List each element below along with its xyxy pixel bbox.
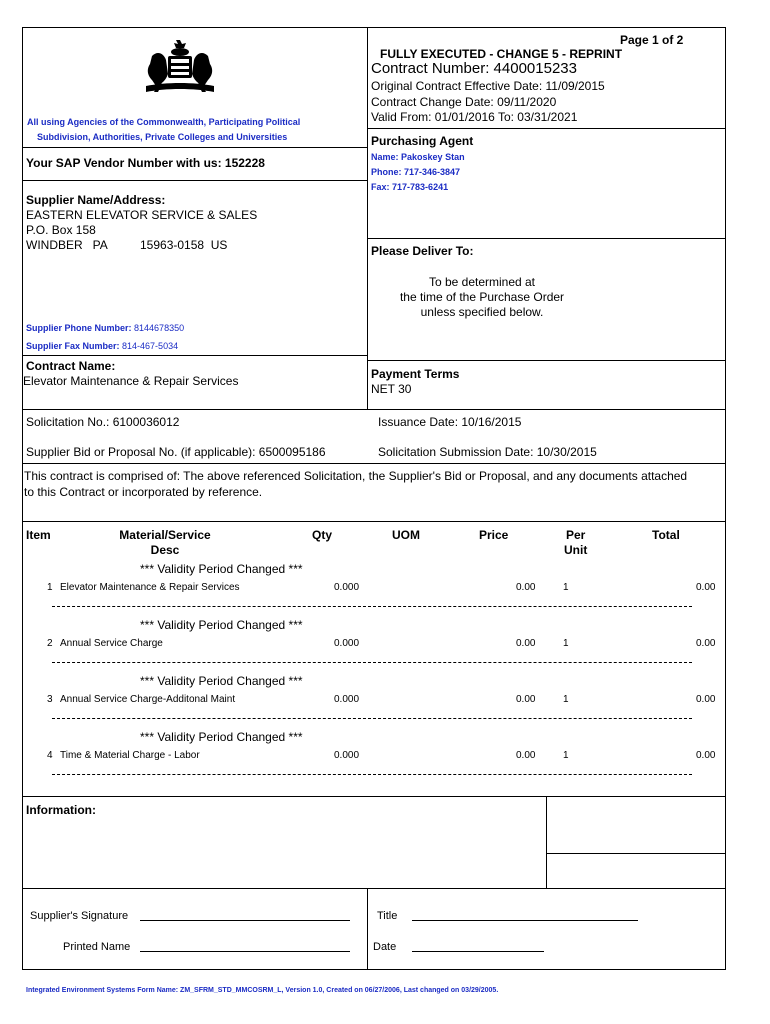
contract-name: Elevator Maintenance & Repair Services	[23, 374, 239, 388]
header-qty: Qty	[312, 528, 333, 542]
agent-name: Name: Pakoskey Stan	[371, 152, 465, 162]
supplier-zip: 15963-0158 US	[140, 238, 228, 252]
form-footer: Integrated Environment Systems Form Name: ZM_SFRM_STD_MMCOSRM_L, Version 1.0, Created on 06/27/2006, Last changed on 03/29/2005.	[26, 987, 499, 994]
row-total: 0.00	[696, 750, 716, 761]
page-number: Page 1 of 2	[620, 33, 684, 47]
supplier-name: EASTERN ELEVATOR SERVICE & SALES	[26, 208, 258, 222]
row-desc: Annual Service Charge-Additonal Maint	[60, 694, 236, 705]
agencies-line-1: All using Agencies of the Commonwealth, Participating Political	[27, 117, 301, 127]
sap-vendor-number: Your SAP Vendor Number with us: 152228	[26, 156, 265, 170]
header-unit: Unit	[564, 543, 588, 557]
agent-fax: Fax: 717-783-6241	[371, 182, 449, 192]
row-number: 3	[47, 694, 53, 705]
row-qty: 0.000	[334, 750, 360, 761]
supplier-fax: Supplier Fax Number: 814-467-5034	[26, 341, 179, 351]
row-total: 0.00	[696, 694, 716, 705]
row-qty: 0.000	[334, 638, 360, 649]
row-per: 1	[563, 582, 569, 593]
border-right	[725, 27, 726, 889]
contract-change-date: Contract Change Date: 09/11/2020	[371, 95, 557, 109]
divider	[367, 360, 726, 361]
row-desc: Elevator Maintenance & Repair Services	[60, 582, 240, 593]
divider	[22, 796, 726, 797]
validity-note: *** Validity Period Changed ***	[140, 730, 303, 744]
row-qty: 0.000	[334, 694, 360, 705]
validity-note: *** Validity Period Changed ***	[140, 618, 303, 632]
contract-name-label: Contract Name:	[26, 359, 116, 373]
title-field[interactable]	[412, 908, 638, 921]
row-per: 1	[563, 638, 569, 649]
border-left	[22, 888, 23, 970]
contract-status: FULLY EXECUTED - CHANGE 5 - REPRINT	[380, 47, 623, 61]
payment-terms-label: Payment Terms	[371, 367, 460, 381]
divider	[22, 409, 726, 410]
supplier-address: P.O. Box 158	[26, 223, 96, 237]
divider	[367, 238, 726, 239]
row-separator	[52, 718, 692, 720]
information-label: Information:	[26, 803, 96, 817]
border-left	[22, 27, 23, 889]
divider	[22, 969, 726, 970]
divider	[546, 853, 726, 854]
row-per: 1	[563, 750, 569, 761]
deliver-to-title: Please Deliver To:	[371, 244, 474, 258]
validity-note: *** Validity Period Changed ***	[140, 674, 303, 688]
header-total: Total	[652, 528, 680, 542]
deliver-line-2: the time of the Purchase Order	[399, 290, 565, 304]
printed-name-label: Printed Name	[63, 941, 131, 953]
row-number: 1	[47, 582, 53, 593]
header-uom: UOM	[392, 528, 420, 542]
row-desc: Annual Service Charge	[60, 638, 163, 649]
header-item: Item	[26, 528, 51, 542]
row-separator	[52, 662, 692, 664]
valid-dates: Valid From: 01/01/2016 To: 03/31/2021	[371, 110, 578, 124]
solicitation-number: Solicitation No.: 6100036012	[26, 415, 180, 429]
title-label: Title	[377, 910, 398, 922]
supplier-city: WINDBER PA	[26, 238, 108, 252]
divider	[22, 355, 368, 356]
row-qty: 0.000	[334, 582, 360, 593]
row-price: 0.00	[516, 638, 536, 649]
border-right	[725, 888, 726, 970]
divider	[22, 463, 726, 464]
divider	[22, 521, 726, 522]
header-price: Price	[479, 528, 509, 542]
divider-vertical	[367, 888, 368, 970]
payment-terms: NET 30	[371, 382, 412, 396]
row-price: 0.00	[516, 694, 536, 705]
validity-note: *** Validity Period Changed ***	[140, 562, 303, 576]
row-number: 4	[47, 750, 53, 761]
header-desc: Desc	[150, 543, 180, 557]
divider-vertical	[546, 796, 547, 889]
date-field[interactable]	[412, 939, 544, 952]
row-desc: Time & Material Charge - Labor	[60, 750, 200, 761]
header-per: Per	[566, 528, 586, 542]
supplier-name-label: Supplier Name/Address:	[26, 193, 166, 207]
commonwealth-seal-icon	[140, 38, 220, 98]
row-separator	[52, 606, 692, 608]
supplier-signature-label: Supplier's Signature	[30, 910, 129, 922]
printed-name-field[interactable]	[140, 939, 350, 952]
issuance-date: Issuance Date: 10/16/2015	[378, 415, 522, 429]
border-top	[22, 27, 726, 28]
divider-vertical	[367, 27, 368, 409]
bid-number: Supplier Bid or Proposal No. (if applicable): 6500095186	[26, 445, 326, 459]
agent-phone: Phone: 717-346-3847	[371, 167, 461, 177]
purchasing-agent-title: Purchasing Agent	[371, 134, 474, 148]
row-total: 0.00	[696, 582, 716, 593]
row-per: 1	[563, 694, 569, 705]
header-material: Material/Service	[119, 528, 211, 542]
supplier-phone: Supplier Phone Number: 8144678350	[26, 323, 185, 333]
divider	[367, 128, 726, 129]
row-total: 0.00	[696, 638, 716, 649]
row-separator	[52, 774, 692, 776]
deliver-line-1: To be determined at	[428, 275, 536, 289]
comprised-line-1: This contract is comprised of: The above referenced Solicitation, the Supplier's Bid or Proposal, and any documents attached	[24, 469, 688, 483]
date-label: Date	[373, 941, 397, 953]
contract-number: Contract Number: 4400015233	[371, 60, 577, 77]
divider	[22, 147, 368, 148]
original-effective-date: Original Contract Effective Date: 11/09/2015	[371, 79, 605, 93]
supplier-signature-field[interactable]	[140, 908, 350, 921]
divider	[22, 888, 726, 889]
submission-date: Solicitation Submission Date: 10/30/2015	[378, 445, 597, 459]
agencies-line-2: Subdivision, Authorities, Private Colleges and Universities	[37, 132, 288, 142]
comprised-line-2: to this Contract or incorporated by reference.	[24, 485, 263, 499]
deliver-line-3: unless specified below.	[420, 305, 544, 319]
row-price: 0.00	[516, 750, 536, 761]
row-number: 2	[47, 638, 53, 649]
row-price: 0.00	[516, 582, 536, 593]
divider	[22, 180, 368, 181]
